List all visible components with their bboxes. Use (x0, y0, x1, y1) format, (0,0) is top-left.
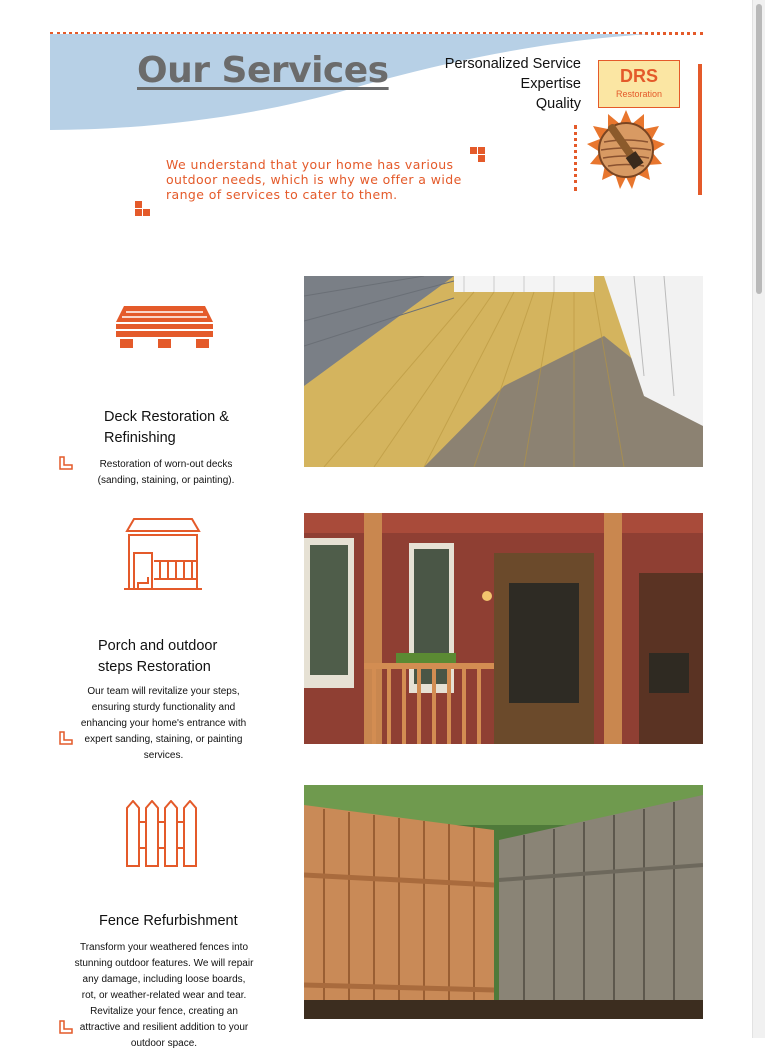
taglines (445, 54, 581, 114)
page-title: Our Services (137, 50, 389, 91)
tagline-personalized: Personalized Service (444, 56, 581, 72)
porch-icon (124, 517, 202, 591)
deck-icon (116, 306, 213, 350)
scrollbar-thumb[interactable] (756, 4, 762, 294)
services-page (50, 32, 703, 1049)
fence-photo (304, 785, 703, 1019)
logo (598, 60, 680, 108)
logo-accent-bar (698, 64, 702, 195)
service-deck (50, 276, 703, 486)
corner-bracket-icon (59, 1020, 73, 1034)
tagline-quality: Quality (535, 96, 581, 112)
service-title: Deck Restoration & Refinishing (104, 409, 229, 446)
intro-text: We understand that your home has various outdoor needs, which is why we offer a wide range of services to cater to them. (166, 157, 462, 202)
vertical-scrollbar[interactable] (752, 0, 765, 1038)
service-title: Fence Refurbishment (99, 913, 238, 929)
tagline-expertise: Expertise (520, 76, 581, 92)
decorative-squares-icon (470, 147, 486, 163)
service-description: Our team will revitalize your steps, ensuring sturdy functionality and enhancing your home's entrance with expert sanding, staining, or painting services. (80, 686, 247, 761)
corner-bracket-icon (59, 456, 73, 470)
tagline-dotted-line (574, 125, 577, 191)
service-description: Restoration of worn-out decks (sanding, staining, or painting). (97, 459, 235, 486)
sun-paintbrush-icon (586, 108, 666, 198)
service-fence (50, 785, 703, 1049)
logo-subtitle: Restoration (615, 89, 663, 99)
porch-photo (304, 513, 703, 744)
service-title: Porch and outdoor steps Restoration (98, 638, 218, 675)
deck-photo (304, 276, 703, 467)
decorative-squares-icon (135, 201, 151, 217)
service-description: Transform your weathered fences into stunning outdoor features. We will repair any damage, including loose boards, rot, or weather-related wear and tear. Revitalize your fence, creating an attractive and resilient addition to your outdoor space. (74, 942, 254, 1049)
corner-bracket-icon (59, 731, 73, 745)
fence-icon (125, 800, 199, 868)
logo-name: DRS (619, 66, 658, 86)
service-porch (50, 513, 703, 761)
